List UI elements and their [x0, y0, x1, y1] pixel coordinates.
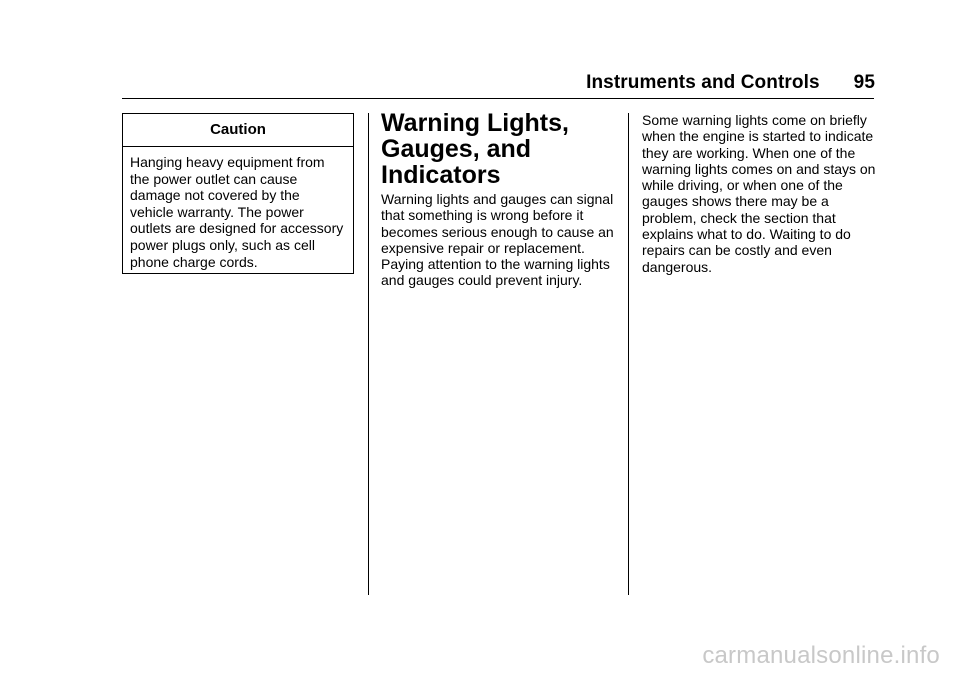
caution-box: [122, 113, 354, 274]
page-number: 95: [853, 72, 875, 93]
header-section-title: Instruments and Controls: [586, 72, 820, 93]
caution-body: Hanging heavy equipment from the power outlet can cause damage not covered by the vehicle warranty. The power outlets are designed for accessory power plugs only, such as cell phone charge cords.: [130, 154, 344, 270]
section-heading: Warning Lights, Gauges, and Indicators: [381, 109, 569, 189]
section-continuation-paragraph: Some warning lights come on briefly when the engine is started to indicate they are working. When one of the warning lights comes on and stays on while driving, or when one of the gauges shows there may be a problem, check the section that explains what to do. Waiting to do repairs can be costly and even dangerous.: [642, 112, 876, 275]
column-divider-right: [628, 113, 629, 595]
section-intro-paragraph: Warning lights and gauges can signal that something is wrong before it becomes serious enough to cause an expensive repair or replacement. Paying attention to the warning lights and gauges could prevent injury.: [381, 191, 614, 289]
header-divider: [122, 98, 874, 99]
watermark: carmanualsonline.info: [702, 642, 940, 669]
column-divider-left: [368, 113, 369, 595]
page-header: [586, 72, 875, 94]
caution-title: Caution: [210, 121, 266, 138]
